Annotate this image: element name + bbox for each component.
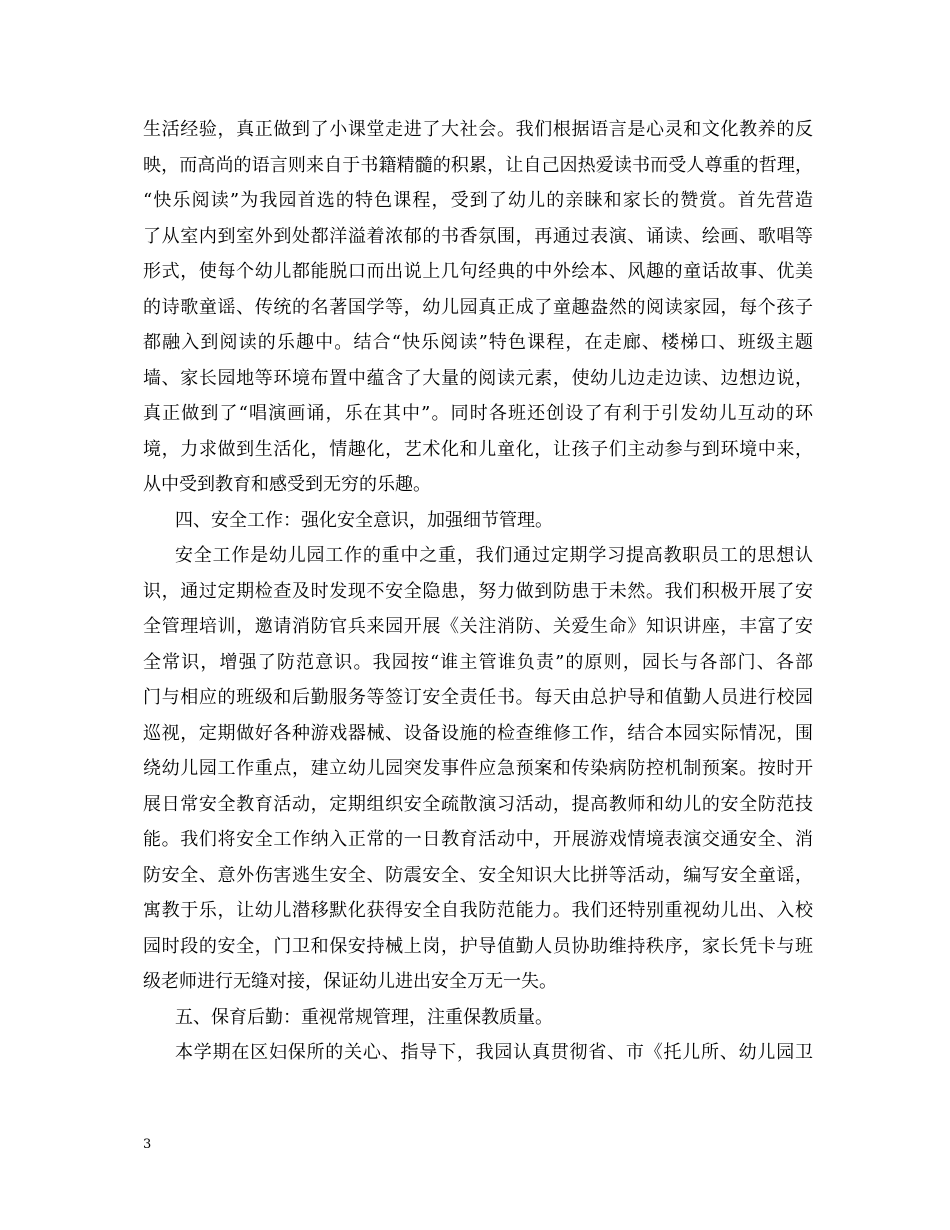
text-line: 全常识，增强了防范意识。我园按“谁主管谁负责”的原则，园长与各部门、各部 [143, 651, 813, 673]
page-number: 3 [143, 1137, 152, 1152]
text-line: 级老师进行无缝对接，保证幼儿进出安全万无一失。 [143, 971, 557, 992]
text-line: 能。我们将安全工作纳入正常的一日教育活动中，开展游戏情境表演交通安全、消 [143, 829, 813, 850]
text-line: 四、安全工作：强化安全意识，加强细节管理。 [175, 509, 553, 531]
text-line: 墙、家长园地等环境布置中蕴含了大量的阅读元素，使幼儿边走边读、边想边说， [143, 367, 813, 389]
text-line: 识，通过定期检查及时发现不安全隐患，努力做到防患于未然。我们积极开展了安 [143, 580, 813, 602]
text-line: 生活经验，真正做到了小课堂走进了大社会。我们根据语言是心灵和文化教养的反 [143, 119, 813, 140]
text-line: “快乐阅读”为我园首选的特色课程，受到了幼儿的亲睐和家长的赞赏。首先营造 [143, 190, 813, 211]
text-line: 全管理培训，邀请消防官兵来园开展《关注消防、关爱生命》知识讲座，丰富了安 [143, 616, 813, 637]
text-line: 形式，使每个幼儿都能脱口而出说上几句经典的中外绘本、风趣的童话故事、优美 [143, 261, 813, 282]
text-line: 门与相应的班级和后勤服务等签订安全责任书。每天由总护导和值勤人员进行校园 [143, 687, 813, 708]
text-line: 展日常安全教育活动，定期组织安全疏散演习活动，提高教师和幼儿的安全防范技 [143, 793, 813, 815]
text-line: 安全工作是幼儿园工作的重中之重，我们通过定期学习提高教职员工的思想认 [175, 545, 813, 566]
text-line: 绕幼儿园工作重点，建立幼儿园突发事件应急预案和传染病防控机制预案。按时开 [143, 758, 813, 779]
body-text [143, 112, 813, 1071]
text-line: 都融入到阅读的乐趣中。结合“快乐阅读”特色课程，在走廊、楼梯口、班级主题 [143, 332, 813, 353]
text-line: 巡视，定期做好各种游戏器械、设备设施的检查维修工作，结合本园实际情况，围 [143, 722, 813, 744]
text-line: 映，而高尚的语言则来自于书籍精髓的积累，让自己因热爱读书而受人尊重的哲理， [143, 154, 813, 176]
text-line: 从中受到教育和感受到无穷的乐趣。 [143, 474, 431, 495]
text-line: 境，力求做到生活化，情趣化，艺术化和儿童化，让孩子们主动参与到环境中来， [143, 438, 813, 460]
text-line: 五、保育后勤：重视常规管理，注重保教质量。 [175, 1006, 553, 1028]
text-line: 防安全、意外伤害逃生安全、防震安全、安全知识大比拼等活动，编写安全童谣， [143, 864, 813, 886]
text-line: 园时段的安全，门卫和保安持械上岗，护导值勤人员协助维持秩序，家长凭卡与班 [143, 935, 813, 957]
text-line: 的诗歌童谣、传统的名著国学等，幼儿园真正成了童趣盎然的阅读家园，每个孩子 [143, 296, 813, 318]
text-line: 真正做到了“唱演画诵，乐在其中”。同时各班还创设了有利于引发幼儿互动的环 [143, 403, 813, 424]
text-line: 本学期在区妇保所的关心、指导下，我园认真贯彻省、市《托儿所、幼儿园卫 [175, 1042, 813, 1063]
text-line: 寓教于乐，让幼儿潜移默化获得安全自我防范能力。我们还特别重视幼儿出、入校 [143, 900, 813, 921]
text-line: 了从室内到室外到处都洋溢着浓郁的书香氛围，再通过表演、诵读、绘画、歌唱等 [143, 225, 813, 247]
